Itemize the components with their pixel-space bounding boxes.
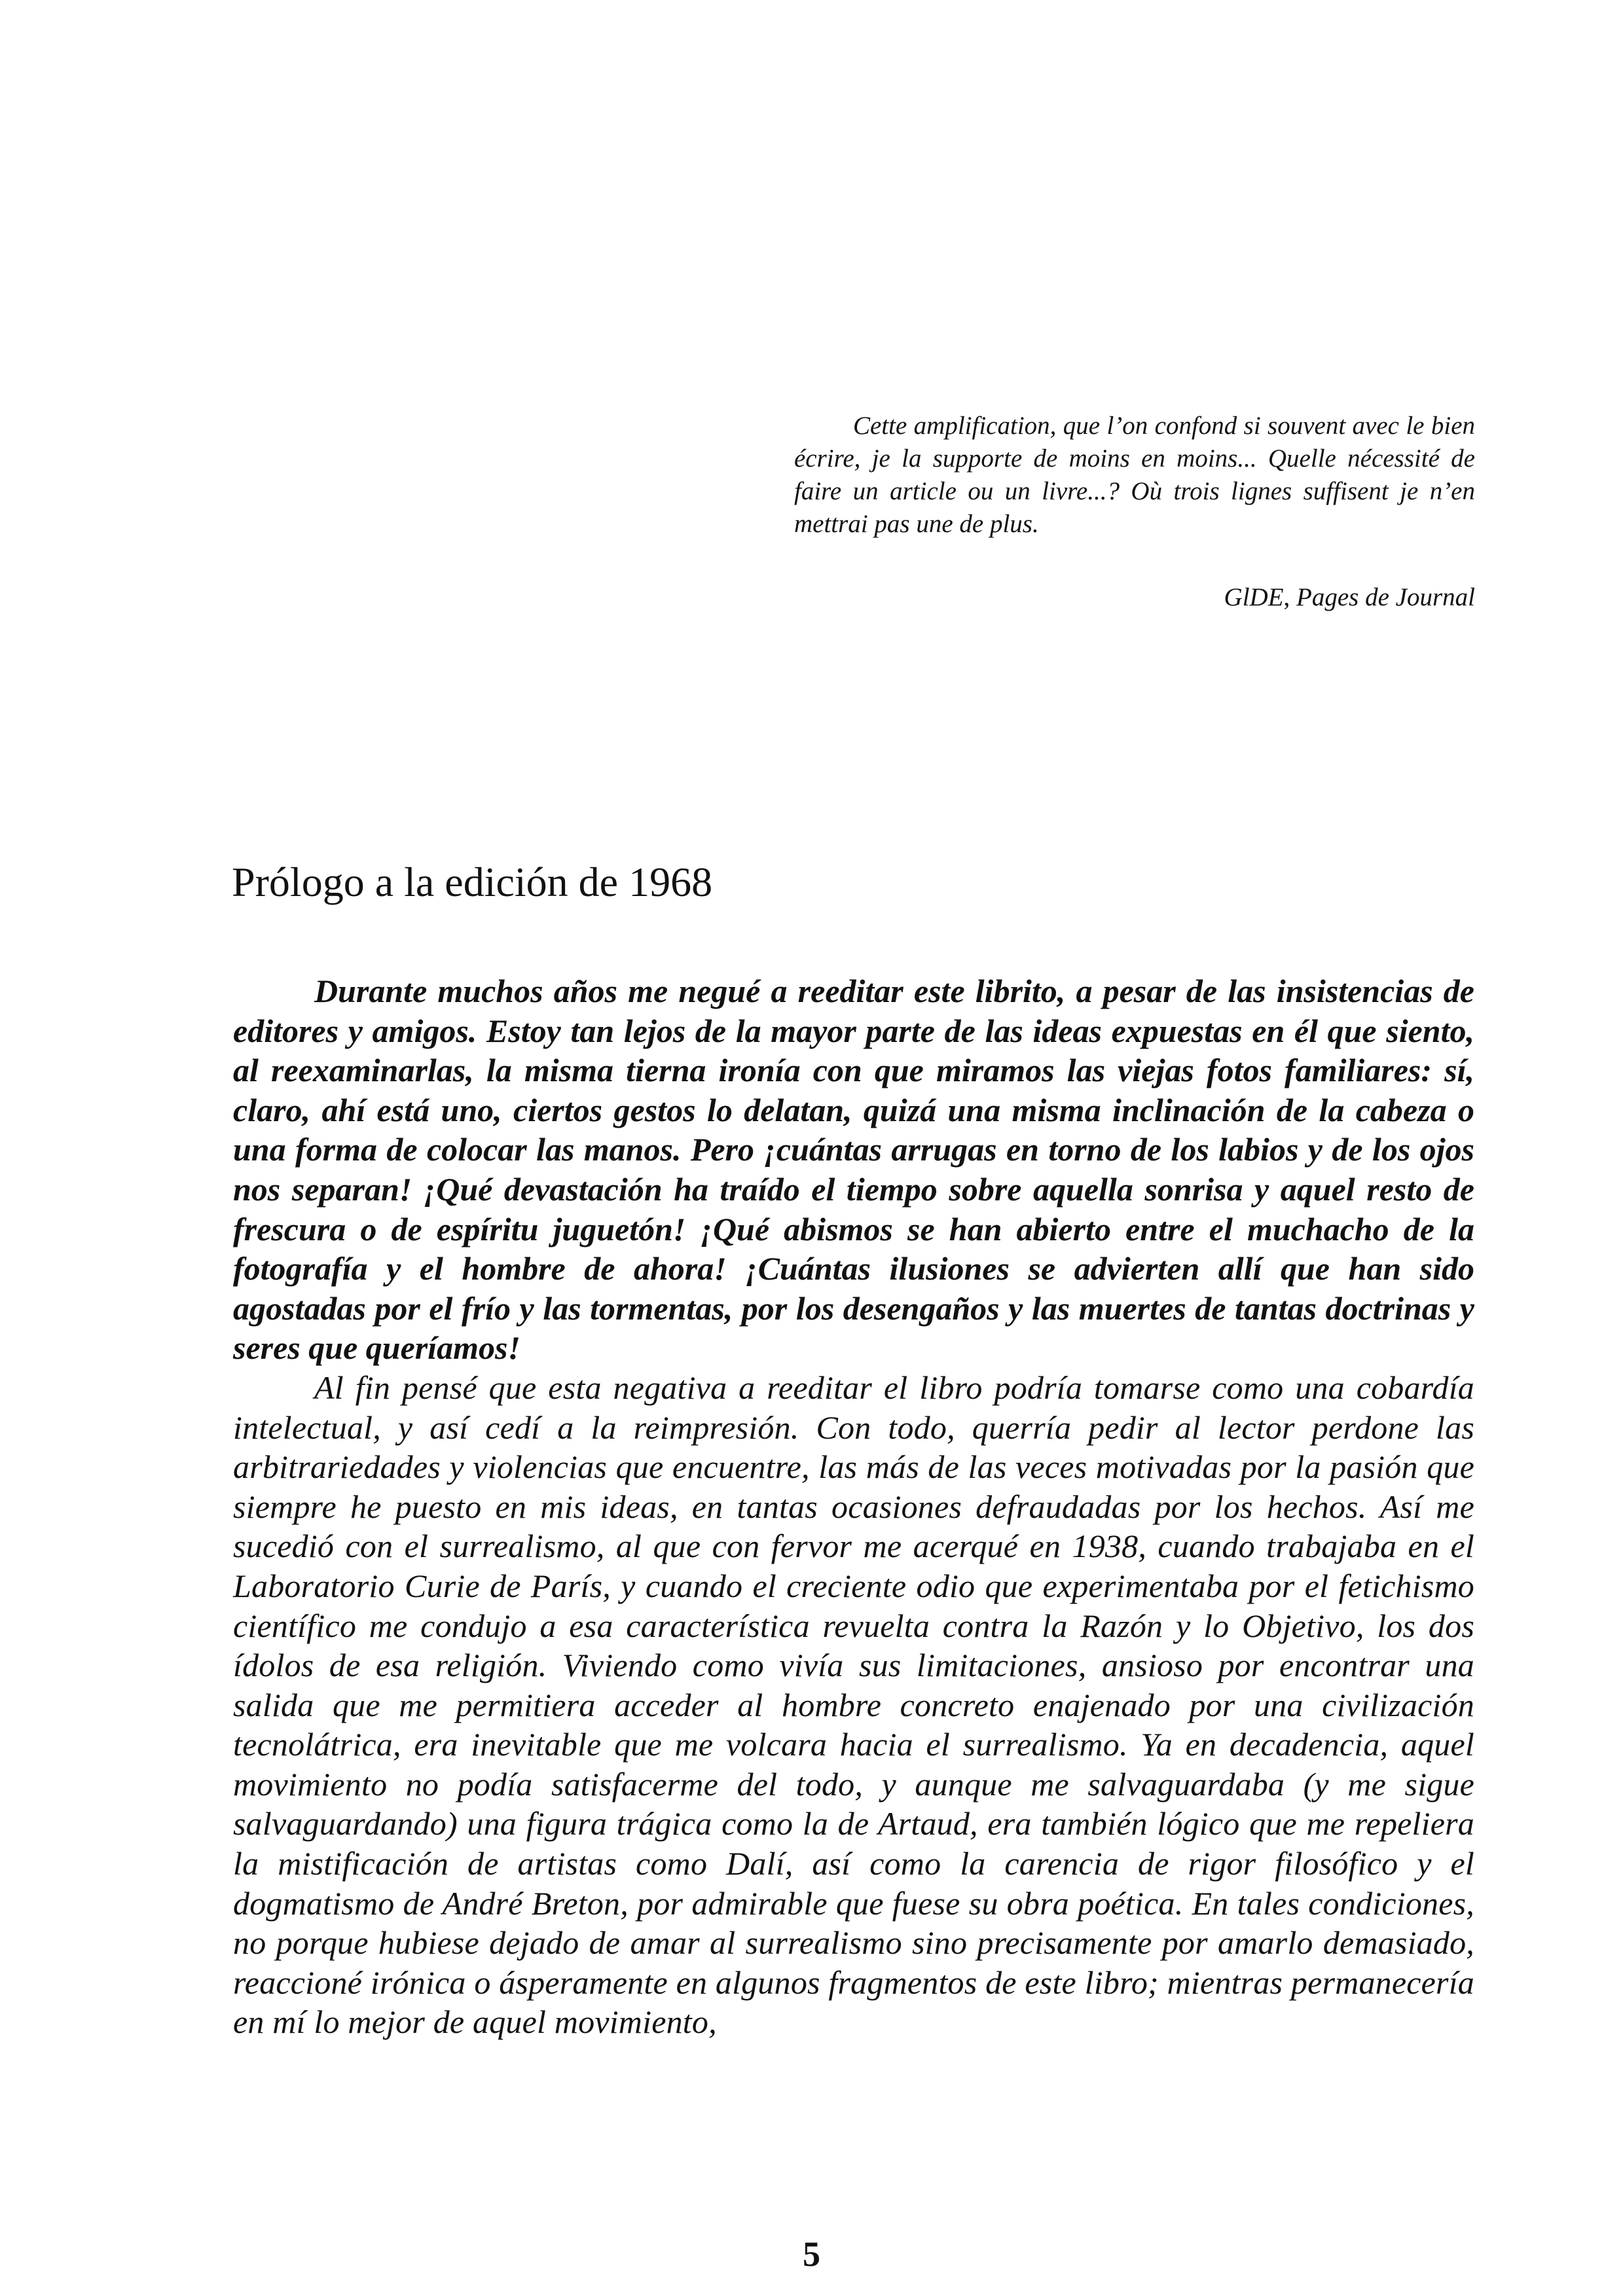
page-number: 5 bbox=[803, 2234, 820, 2274]
paragraph-1: Durante muchos años me negué a reeditar este librito, a pesar de las insistencias de editores y amigos. Estoy tan lejos de la mayor parte de las ideas expuestas en él que siento, al reexaminarlas, la misma tierna ironía con que miramos las viejas fotos familiares: sí, claro, ahí está uno, ciertos gestos lo delatan, quizá una misma inclinación de la cabeza o una forma de colocar las manos. Pero ¡cuántas arrugas en torno de los labios y de los ojos nos separan! ¡Qué devastación ha traído el tiempo sobre aquella sonrisa y aquel resto de frescura o de espíritu juguetón! ¡Qué abismos se han abierto entre el muchacho de la fotografía y el hombre de ahora! ¡Cuántas ilusiones se advierten allí que han sido agostadas por el frío y las tormentas, por los desengaños y las muertes de tantas doctrinas y seres que queríamos! bbox=[233, 973, 1474, 1367]
epigraph-quote: Cette amplification, que l’on confond si souvent avec le bien écrire, je la supporte de moins en moins... Quelle nécessité de faire un article ou un livre...? Où trois lignes suffisent je n’en mettrai pas une de plus. bbox=[794, 412, 1475, 538]
epigraph-attribution bbox=[794, 581, 1475, 614]
paragraph-2: Al fin pensé que esta negativa a reeditar el libro podría tomarse como una cobardía intelectual, y así cedí a la reimpresión. Con todo, querría pedir al lector perdone las arbitrariedades y violencias que encuentre, las más de las veces motivadas por la pasión que siempre he puesto en mis ideas, en tantas ocasiones defraudadas por los hechos. Así me sucedió con el surrealismo, al que con fervor me acerqué en 1938, cuando trabajaba en el Laboratorio Curie de París, y cuando el creciente odio que experimentaba por el fetichismo científico me condujo a esa característica revuelta contra la Razón y lo Objetivo, los dos ídolos de esa religión. Viviendo como vivía sus limitaciones, ansioso por encontrar una salida que me permitiera acceder al hombre concreto enajenado por una civilización tecnolátrica, era inevitable que me volcara hacia el surrealismo. Ya en decadencia, aquel movimiento no podía satisfacerme del todo, y aunque me salvaguardaba (y me sigue salvaguardando) una figura trágica como la de Artaud, era también lógico que me repeliera la mistificación de artistas como Dalí, así como la carencia de rigor filosófico y el dogmatismo de André Breton, por admirable que fuese su obra poética. En tales condiciones, no porque hubiese dejado de amar al surrealismo sino precisamente por amarlo demasiado, reaccioné irónica o ásperamente en algunos fragmentos de este libro; mientras permanecería en mí lo mejor de aquel movimiento, bbox=[233, 1369, 1474, 2041]
chapter-title: Prólogo a la edición de 1968 bbox=[232, 859, 713, 905]
epigraph-author: GlDE bbox=[1224, 583, 1284, 611]
epigraph-work: Pages de Journal bbox=[1296, 583, 1475, 611]
body-text bbox=[233, 971, 1474, 2042]
epigraph-separator: , bbox=[1283, 583, 1297, 611]
